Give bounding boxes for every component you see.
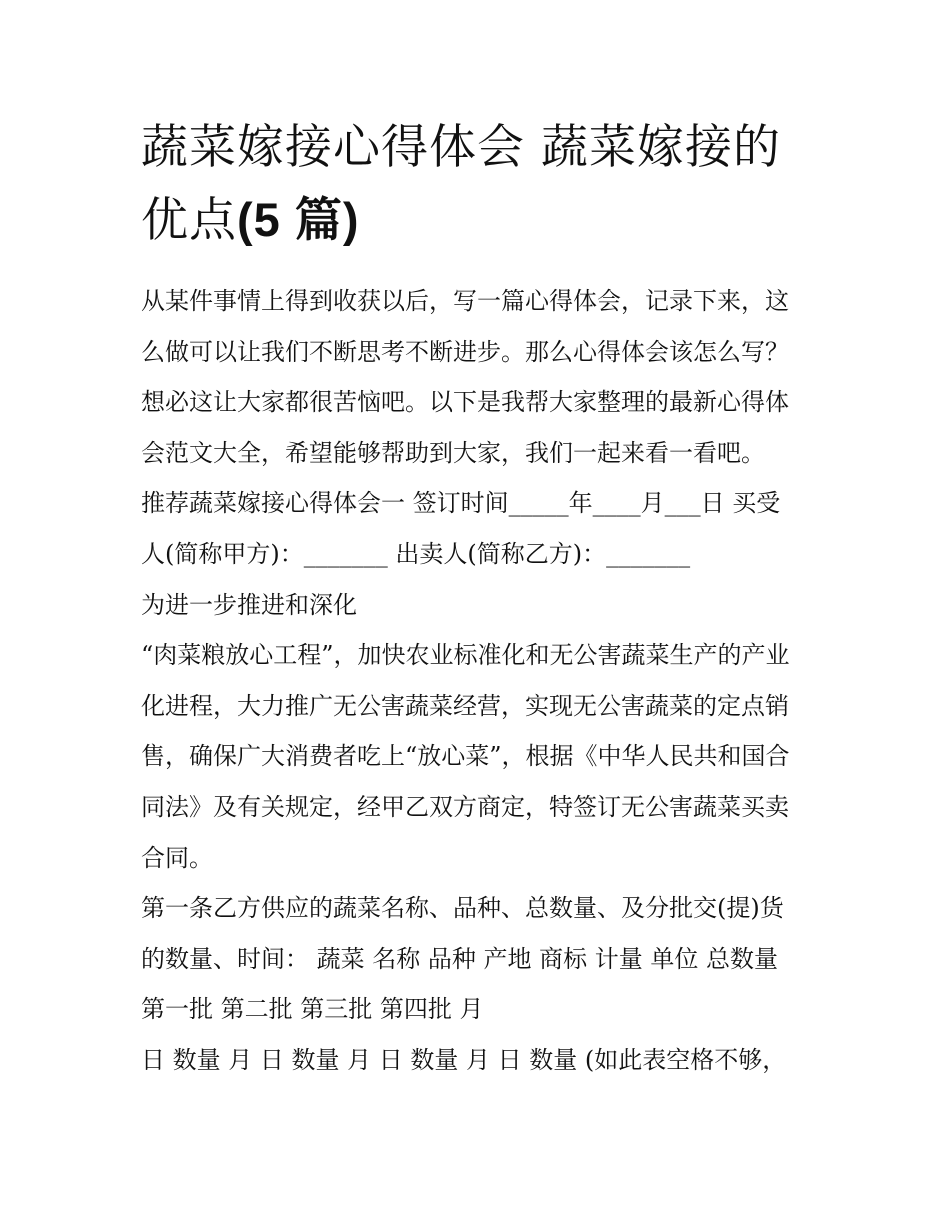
text-line: 人(简称甲方)：_______ 出卖人(简称乙方)：_______	[141, 539, 691, 568]
text-line: 化进程，大力推广无公害蔬菜经营，实现无公害蔬菜的定点销	[141, 691, 789, 720]
text-line: 同法》及有关规定，经甲乙双方商定，特签订无公害蔬菜买卖	[141, 792, 789, 821]
title-line-2: 优点	[141, 193, 237, 248]
text-line: 么做可以让我们不断思考不断进步。那么心得体会该怎么写？	[141, 337, 789, 366]
text-line: 从某件事情上得到收获以后，写一篇心得体会，记录下来，这	[141, 287, 789, 315]
text-line: 第一条乙方供应的蔬菜名称、品种、总数量、及分批交(提)货	[141, 894, 784, 923]
title-count: (5 篇)	[237, 193, 360, 246]
text-line: 会范文大全，希望能够帮助到大家，我们一起来看一看吧。	[141, 438, 765, 467]
text-line: 推荐蔬菜嫁接心得体会一 签订时间_____年____月___日 买受	[141, 489, 781, 518]
document-body	[141, 276, 813, 1086]
text-line: 为进一步推进和深化	[141, 590, 357, 619]
text-line: 售，确保广大消费者吃上“放心菜”，根据《中华人民共和国合	[141, 742, 790, 771]
text-line: 想必这让大家都很苦恼吧。以下是我帮大家整理的最新心得体	[141, 388, 789, 417]
title-line-1: 蔬菜嫁接心得体会 蔬菜嫁接的	[141, 120, 781, 175]
text-line: “肉菜粮放心工程”，加快农业标准化和无公害蔬菜生产的产业	[141, 641, 790, 670]
document-title	[141, 112, 821, 257]
text-line: 日 数量 月 日 数量 月 日 数量 月 日 数量 (如此表空格不够，	[141, 1045, 787, 1074]
text-line: 第一批 第二批 第三批 第四批 月	[141, 995, 484, 1024]
text-line: 合同。	[141, 843, 213, 872]
text-line: 的数量、时间： 蔬菜 名称 品种 产地 商标 计量 单位 总数量	[141, 944, 779, 973]
